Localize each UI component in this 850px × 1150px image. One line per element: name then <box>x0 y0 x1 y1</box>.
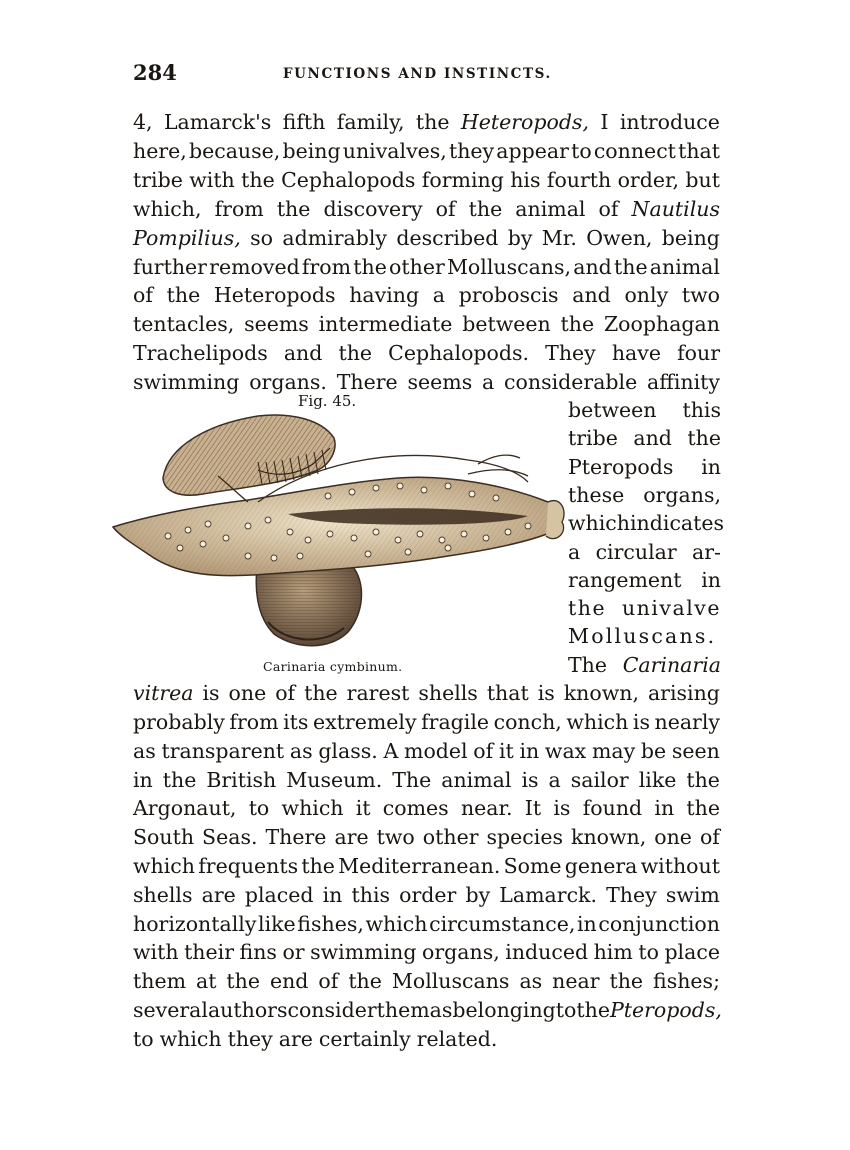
word: are <box>201 883 236 907</box>
word: which <box>159 1027 222 1051</box>
word: the <box>353 255 387 279</box>
word: these <box>568 483 625 507</box>
word: they <box>227 1027 273 1051</box>
word: that <box>486 681 529 705</box>
word: Cephalopods. <box>388 341 530 365</box>
word: as <box>289 739 313 763</box>
text-line <box>133 253 720 282</box>
word: they <box>448 139 495 163</box>
word: with <box>189 168 235 192</box>
word: Owen, <box>586 226 653 250</box>
word: and <box>283 341 323 365</box>
word: a <box>432 283 446 307</box>
word: or <box>282 940 305 964</box>
word: removed <box>209 255 300 279</box>
word: between <box>462 312 551 336</box>
word: them <box>133 969 187 993</box>
word: which <box>365 912 428 936</box>
word: the <box>609 969 644 993</box>
text-line <box>568 538 721 567</box>
word: two <box>681 283 720 307</box>
word: tribe <box>133 168 183 192</box>
text-line <box>568 651 721 680</box>
word: fishes; <box>653 969 720 993</box>
word: British <box>206 768 277 792</box>
word: admirably <box>282 226 387 250</box>
text-line <box>133 938 720 967</box>
word: to <box>638 940 659 964</box>
word: four <box>677 341 720 365</box>
word: near <box>552 969 600 993</box>
word: is <box>202 681 220 705</box>
word: is <box>521 768 539 792</box>
word: There <box>336 370 398 394</box>
carinaria-engraving <box>108 406 568 656</box>
text-line <box>568 424 721 453</box>
word: here, <box>133 139 187 163</box>
word: fishes, <box>297 912 364 936</box>
word: forming <box>421 168 504 192</box>
word: be <box>640 739 667 763</box>
word: a <box>482 370 495 394</box>
word: circular <box>595 540 677 564</box>
word: Lamarck's <box>163 110 272 134</box>
word: Museum. <box>286 768 383 792</box>
word: animal <box>441 768 512 792</box>
word: the <box>687 426 721 450</box>
word: comes <box>382 796 449 820</box>
text-line <box>133 137 720 166</box>
word: this <box>682 398 721 422</box>
shell <box>163 415 335 502</box>
word: so <box>250 226 274 250</box>
word: the <box>348 969 382 993</box>
word: their <box>184 940 234 964</box>
word: other <box>422 825 479 849</box>
word: of <box>435 197 456 221</box>
word: vitrea <box>133 681 194 705</box>
word: They <box>606 883 657 907</box>
figure-label: Fig. 45. <box>298 392 357 410</box>
running-head <box>133 60 721 90</box>
word: fins <box>239 940 277 964</box>
word: transparent <box>161 739 285 763</box>
word: Pompilius, <box>133 226 241 250</box>
word: tribe <box>568 426 618 450</box>
word: as <box>429 998 453 1022</box>
word: a <box>568 540 581 564</box>
word: without <box>640 854 720 878</box>
word: that <box>678 139 720 163</box>
word: nearly <box>654 710 720 734</box>
word: fifth <box>282 110 326 134</box>
text-line <box>568 453 721 482</box>
word: at <box>195 969 217 993</box>
word: Heteropods <box>213 283 336 307</box>
word: Molluscans. <box>568 624 717 648</box>
word: by <box>465 883 491 907</box>
word: as <box>133 739 156 763</box>
word: fourth <box>546 168 612 192</box>
word: by <box>507 226 533 250</box>
word: fragile <box>421 710 490 734</box>
word: being <box>661 226 720 250</box>
word: seen <box>671 739 720 763</box>
word: but <box>685 168 720 192</box>
word: 4, <box>133 110 153 134</box>
word: him <box>593 940 633 964</box>
word: from <box>214 197 264 221</box>
text-line <box>133 794 720 823</box>
word: genera <box>564 854 638 878</box>
text-line <box>133 339 720 368</box>
word: intermediate <box>318 312 453 336</box>
word: of <box>318 969 339 993</box>
text-line <box>133 881 720 910</box>
word: glass. <box>318 739 378 763</box>
word: his <box>510 168 541 192</box>
text-line <box>133 310 720 339</box>
text-line <box>133 679 720 708</box>
word: two <box>376 825 415 849</box>
word: The <box>392 768 432 792</box>
word: animal <box>515 197 586 221</box>
word: swim <box>665 883 720 907</box>
word: the <box>614 255 648 279</box>
word: of <box>133 283 153 307</box>
word: in <box>322 883 343 907</box>
word: rangement <box>568 568 682 592</box>
word: connect <box>593 139 676 163</box>
word: sailor <box>570 768 629 792</box>
running-title: FUNCTIONS AND INSTINCTS. <box>283 66 552 82</box>
word: in <box>576 912 597 936</box>
word: them <box>376 998 430 1022</box>
page-number: 284 <box>133 60 177 85</box>
word: There <box>265 825 327 849</box>
word: of <box>473 739 494 763</box>
word: Mr. <box>541 226 577 250</box>
word: with <box>133 940 179 964</box>
word: the <box>560 312 595 336</box>
word: other <box>389 255 445 279</box>
word: introduce <box>619 110 720 134</box>
word: I <box>600 110 609 134</box>
word: Lamarck. <box>499 883 597 907</box>
word: the <box>338 341 373 365</box>
word: is <box>632 710 650 734</box>
word: and <box>573 255 612 279</box>
word: Pteropods, <box>609 998 722 1022</box>
word: the <box>304 681 338 705</box>
word: discovery <box>323 197 423 221</box>
word: found <box>582 796 643 820</box>
word: in <box>519 739 540 763</box>
word: frequents <box>198 854 299 878</box>
word: Carinaria <box>622 653 721 677</box>
word: proboscis <box>458 283 559 307</box>
word: Seas. <box>202 825 258 849</box>
figure-45 <box>108 392 568 682</box>
word: shells <box>418 681 478 705</box>
text-line <box>133 823 720 852</box>
word: Pteropods <box>568 455 674 479</box>
word: because, <box>188 139 281 163</box>
word: univalve <box>621 596 721 620</box>
word: which <box>133 854 195 878</box>
word: wax <box>544 739 587 763</box>
word: extremely <box>312 710 417 734</box>
word: further <box>133 255 207 279</box>
word: the <box>226 969 260 993</box>
word: like <box>258 912 296 936</box>
word: Argonaut, <box>133 796 237 820</box>
word: organs, <box>643 483 721 507</box>
word: order, <box>617 168 680 192</box>
word: considerable <box>504 370 638 394</box>
word: indicates <box>630 511 725 535</box>
word: the <box>686 768 720 792</box>
word: appear <box>496 139 569 163</box>
text-line <box>568 622 721 651</box>
word: and <box>633 426 672 450</box>
word: the <box>415 110 450 134</box>
text-line <box>133 708 720 737</box>
word: in <box>701 568 721 592</box>
word: Nautilus <box>631 197 720 221</box>
word: probably <box>133 710 225 734</box>
text-line <box>568 594 721 623</box>
word: several <box>133 998 208 1022</box>
word: conch, <box>493 710 562 734</box>
word: in <box>654 796 675 820</box>
word: order <box>399 883 457 907</box>
word: Heteropods, <box>460 110 589 134</box>
word: affinity <box>647 370 720 394</box>
word: it <box>355 796 371 820</box>
word: the <box>276 197 311 221</box>
text-line <box>133 1025 720 1054</box>
figure-caption: Carinaria cymbinum. <box>263 659 403 674</box>
word: in <box>133 768 153 792</box>
text-line <box>133 766 720 795</box>
word: South <box>133 825 195 849</box>
text-line <box>133 281 720 310</box>
word: the <box>686 796 720 820</box>
word: placed <box>244 883 314 907</box>
word: conjunction <box>598 912 720 936</box>
word: the <box>576 998 610 1022</box>
text-line <box>568 566 721 595</box>
word: the <box>568 596 607 620</box>
word: Molluscans, <box>446 255 572 279</box>
text-line <box>133 195 720 224</box>
word: which <box>281 796 344 820</box>
word: seems <box>244 312 309 336</box>
word: only <box>624 283 669 307</box>
text-line <box>568 481 721 510</box>
word: A <box>383 739 399 763</box>
word: model <box>404 739 468 763</box>
word: certainly <box>318 1027 411 1051</box>
word: species <box>486 825 563 849</box>
word: and <box>572 283 611 307</box>
word: which, <box>133 197 202 221</box>
word: its <box>283 710 309 734</box>
word: this <box>351 883 391 907</box>
word: belonging <box>452 998 556 1022</box>
word: Zoophagan <box>603 312 720 336</box>
word: related. <box>416 1027 498 1051</box>
word: organs. <box>249 370 327 394</box>
word: near. <box>460 796 513 820</box>
word: is <box>553 796 571 820</box>
word: are <box>278 1027 313 1051</box>
word: may <box>591 739 636 763</box>
word: circumstance, <box>429 912 576 936</box>
word: have <box>611 341 661 365</box>
text-line <box>133 910 720 939</box>
word: having <box>349 283 420 307</box>
word: shells <box>133 883 193 907</box>
word: the <box>241 168 275 192</box>
text-line <box>133 224 720 253</box>
word: organs, <box>422 940 500 964</box>
word: of <box>275 681 296 705</box>
word: described <box>396 226 499 250</box>
word: It <box>524 796 542 820</box>
word: the <box>468 197 503 221</box>
word: one <box>654 825 692 849</box>
word: the <box>162 768 197 792</box>
word: from <box>229 710 279 734</box>
word: tentacles, <box>133 312 235 336</box>
word: end <box>269 969 309 993</box>
text-line <box>133 737 720 766</box>
word: like <box>638 768 677 792</box>
text-line <box>133 967 720 996</box>
word: induced <box>505 940 589 964</box>
word: which <box>566 710 629 734</box>
word: to <box>555 998 577 1022</box>
word: is <box>537 681 555 705</box>
word: one <box>228 681 267 705</box>
word: animal <box>649 255 720 279</box>
word: Some <box>503 854 562 878</box>
word: to <box>571 139 592 163</box>
word: in <box>701 455 721 479</box>
word: between <box>568 398 657 422</box>
text-line <box>133 166 720 195</box>
word: The <box>568 653 608 677</box>
word: Trachelipods <box>133 341 268 365</box>
word: from <box>301 255 352 279</box>
word: known, <box>563 681 639 705</box>
word: They <box>545 341 596 365</box>
word: to <box>248 796 270 820</box>
text-line <box>133 108 720 137</box>
text-line <box>133 996 720 1025</box>
word: arising <box>647 681 720 705</box>
word: univalves, <box>342 139 447 163</box>
word: the <box>301 854 335 878</box>
word: seems <box>407 370 473 394</box>
word: of <box>598 197 619 221</box>
word: place <box>664 940 720 964</box>
word: family, <box>336 110 405 134</box>
word: ar- <box>692 540 721 564</box>
word: horizontally <box>133 912 257 936</box>
word: a <box>548 768 561 792</box>
word: of <box>699 825 720 849</box>
text-line <box>568 396 721 425</box>
word: are <box>334 825 369 849</box>
word: Molluscans <box>391 969 510 993</box>
word: rarest <box>346 681 410 705</box>
word: it <box>498 739 514 763</box>
word: which <box>568 511 630 535</box>
word: Mediterranean. <box>338 854 501 878</box>
word: being <box>282 139 341 163</box>
word: Cephalopods <box>281 168 416 192</box>
word: authors <box>207 998 288 1022</box>
word: as <box>519 969 543 993</box>
text-line <box>568 509 725 538</box>
word: the <box>166 283 201 307</box>
word: to <box>133 1027 154 1051</box>
text-line <box>133 852 720 881</box>
word: consider <box>287 998 377 1022</box>
word: swimming <box>310 940 417 964</box>
word: swimming <box>133 370 240 394</box>
word: known, <box>571 825 647 849</box>
